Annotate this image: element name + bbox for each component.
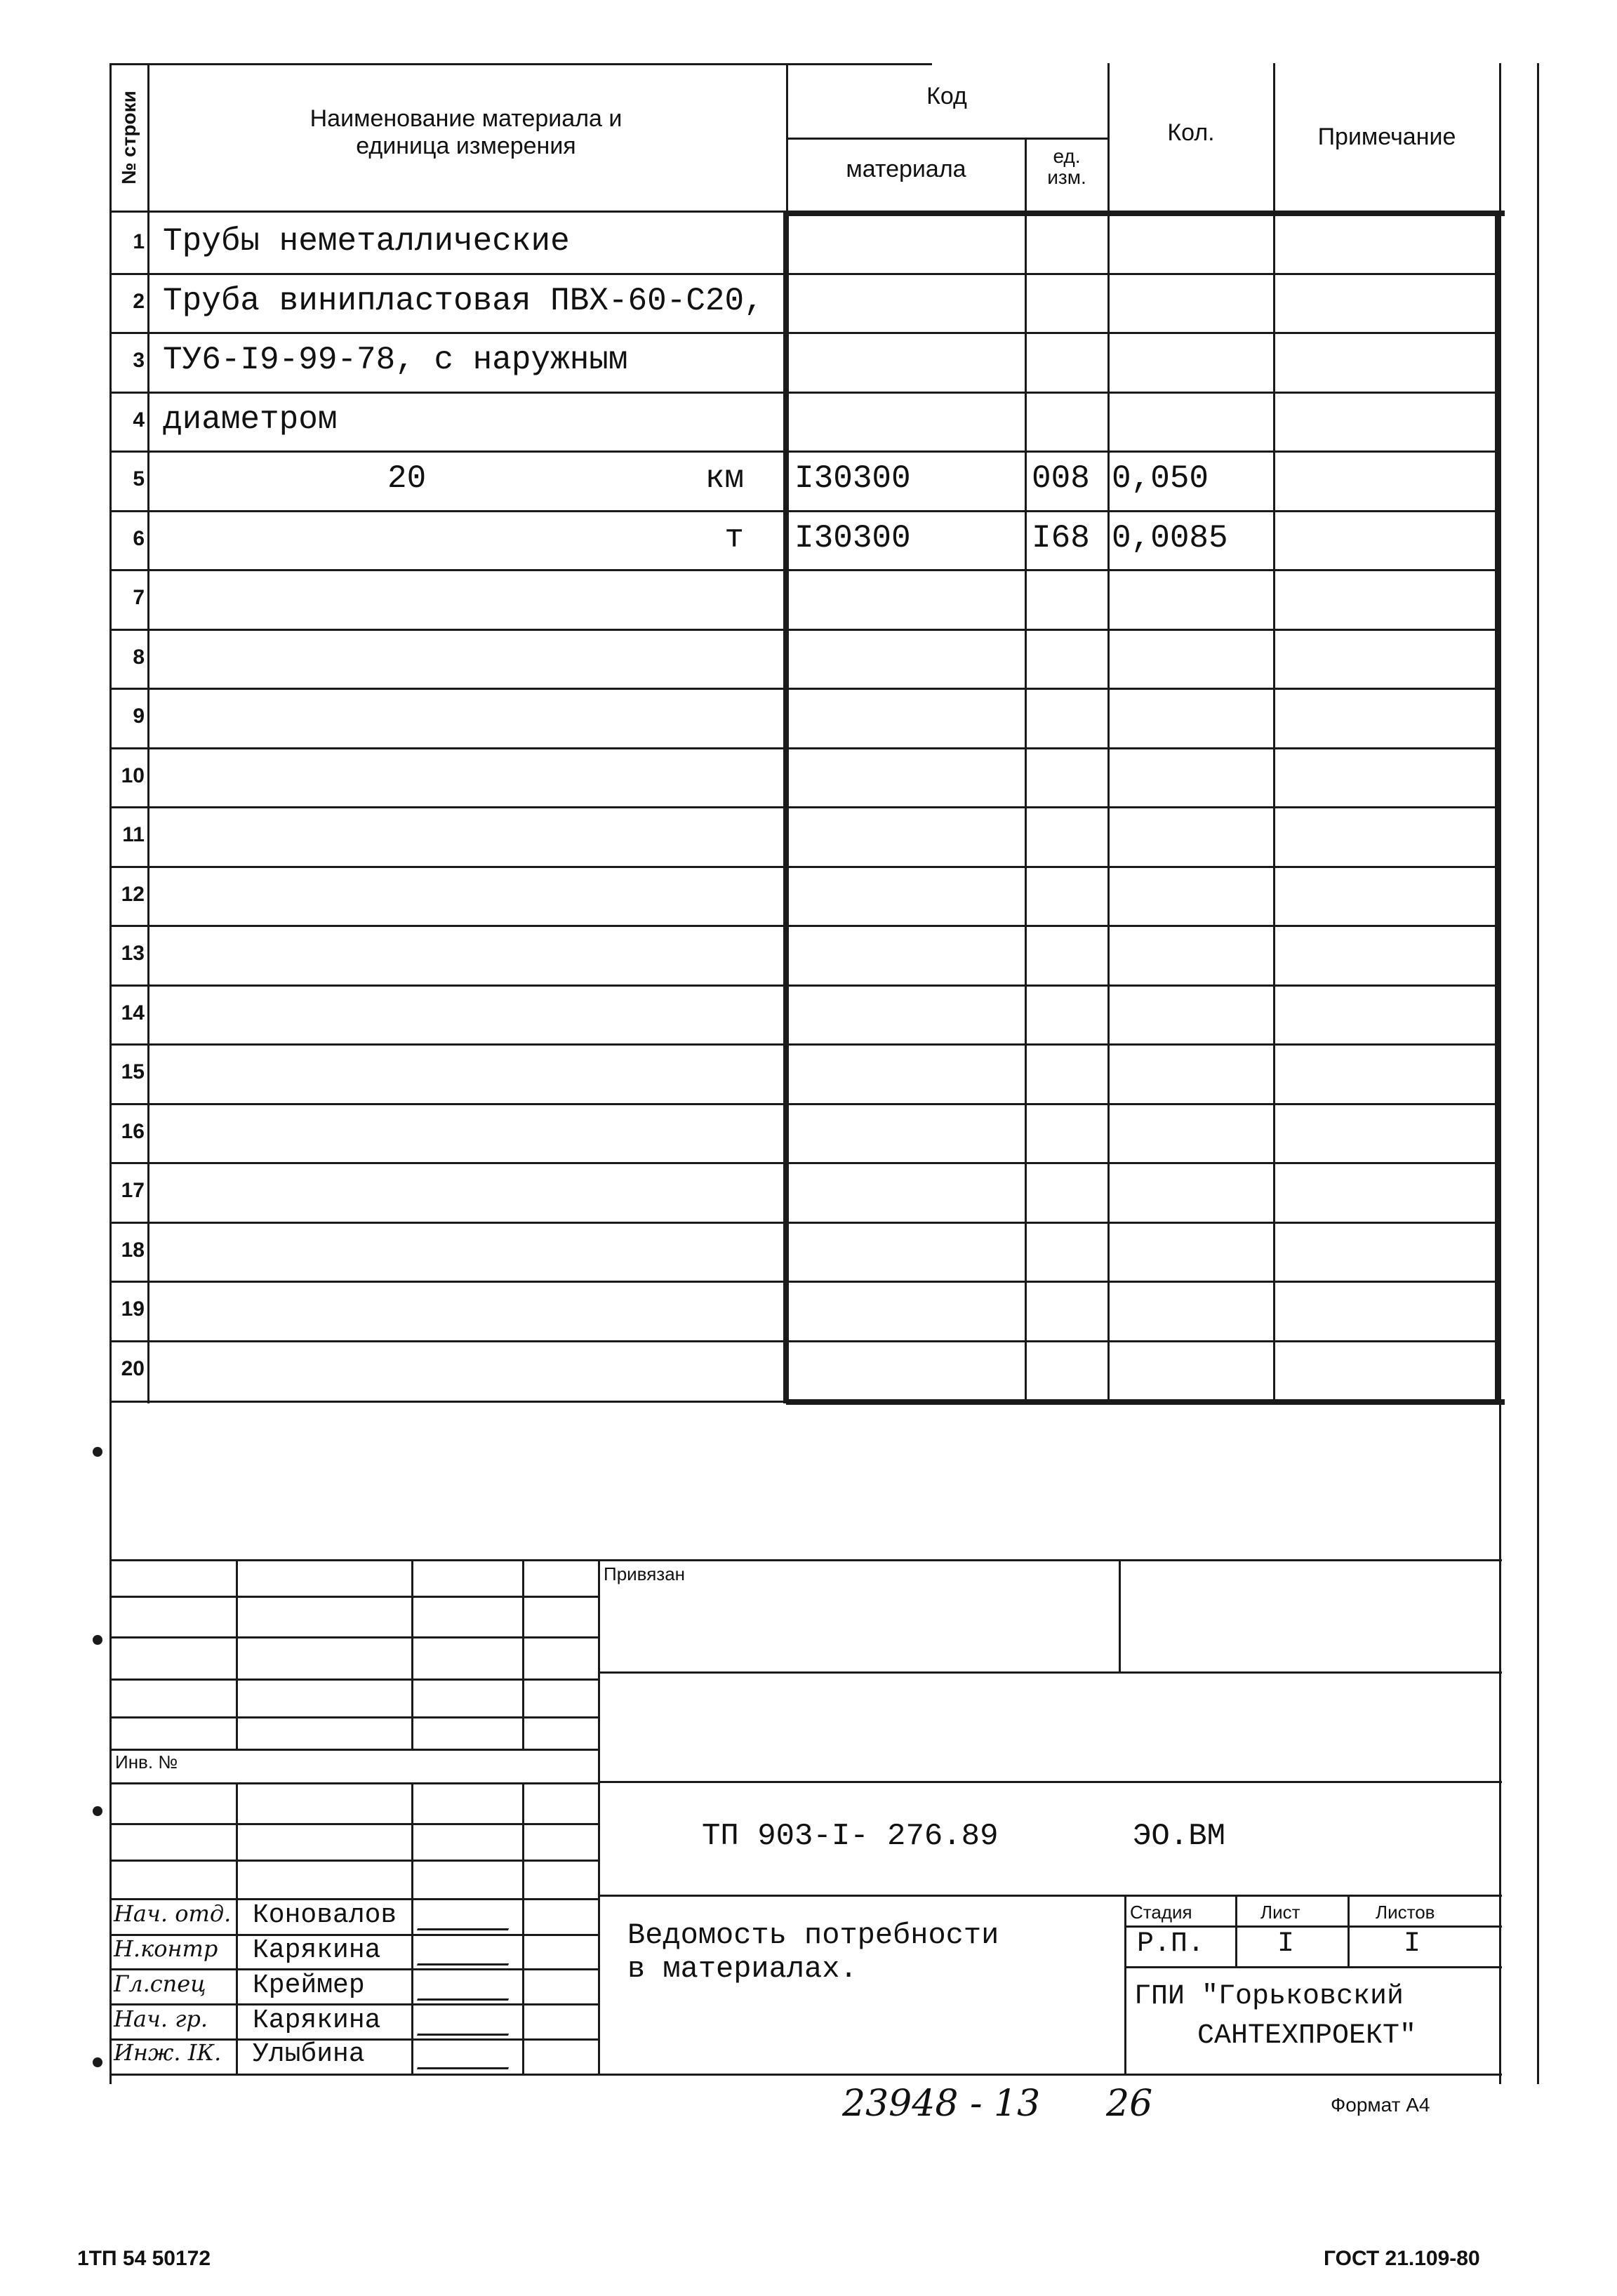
binding-hole: [93, 1635, 102, 1645]
signature-icon: [417, 1942, 517, 1965]
header-top-line: [111, 63, 932, 65]
row-number: 11: [122, 823, 145, 846]
row-number: 8: [133, 645, 145, 669]
sheet-label: Лист: [1260, 1902, 1300, 1923]
tb-main-divider: [598, 1559, 600, 2074]
tb-left-v3-top: [522, 1559, 524, 1749]
binding-hole: [93, 1806, 102, 1816]
row-number: 19: [121, 1297, 145, 1321]
qty-column-line: [1273, 63, 1275, 1403]
binding-hole: [93, 2057, 102, 2067]
signer-role: Н.контр: [114, 1935, 218, 1962]
unit-code-column-line: [1107, 63, 1110, 1403]
handwritten-number: 23948 - 13: [842, 2083, 1041, 2125]
row-number: 14: [121, 1001, 145, 1024]
body-top-line: [109, 211, 786, 213]
signer-role: Нач. отд.: [114, 1900, 232, 1927]
signature-icon: [417, 2046, 517, 2069]
row-number: 1: [133, 230, 145, 253]
document-suffix: ЭО.ВМ: [1133, 1819, 1226, 1854]
body-bottom-line: [109, 1401, 786, 1403]
unit-code: 008: [1032, 460, 1090, 497]
quantity-header: Кол.: [1167, 119, 1215, 146]
document-code: ТП 903-I- 276.89: [702, 1819, 999, 1854]
row-number: 2: [133, 289, 145, 313]
sheet-value: I: [1277, 1928, 1295, 1960]
stage-value: Р.П.: [1137, 1928, 1205, 1960]
material-name: 20: [387, 460, 427, 497]
right-footer-code: ГОСТ 21.109-80: [1324, 2247, 1480, 2270]
note-header: Примечание: [1317, 124, 1456, 150]
signer-role: Нач. гр.: [114, 2005, 208, 2032]
signer-name: Креймер: [253, 1970, 365, 2001]
tb-left-v3-bottom: [522, 1782, 524, 2074]
page-right-edge: [1537, 63, 1539, 2084]
organization-name: ГПИ "Горьковский САНТЕХПРОЕКТ": [1134, 1981, 1417, 2052]
material-name: Трубы неметаллические: [163, 223, 570, 260]
unit-code: I68: [1032, 519, 1090, 556]
row-number: 18: [121, 1238, 145, 1262]
binding-hole: [93, 1447, 102, 1457]
row-number: 7: [133, 586, 145, 609]
signer-role: Инж. IК.: [114, 2039, 222, 2066]
row-number-header: № строки: [118, 91, 140, 185]
name-column-header: Наименование материала и единица измерения: [310, 105, 623, 159]
unit-label: км: [705, 460, 744, 497]
privyazan-label: Привязан: [604, 1563, 686, 1584]
signature-icon: [417, 1977, 517, 2001]
material-code: I30300: [794, 460, 911, 497]
format-label: Формат А4: [1331, 2094, 1430, 2116]
quantity: 0,0085: [1112, 519, 1228, 556]
code-subheader-line: [786, 138, 1109, 140]
quantity: 0,050: [1112, 460, 1209, 497]
left-footer-code: 1ТП 54 50172: [77, 2247, 211, 2270]
row-number: 9: [133, 705, 145, 728]
signer-name: Карякина: [253, 2005, 381, 2036]
row-number: 13: [121, 942, 145, 965]
signer-name: Коновалов: [253, 1900, 397, 1930]
material-name: Труба винипластовая ПВХ-60-С20,: [163, 282, 764, 319]
row-number: 16: [121, 1119, 145, 1143]
signer-name: Улыбина: [253, 2039, 365, 2069]
rownum-column-line: [147, 63, 149, 1403]
row-number: 10: [121, 763, 145, 787]
handwritten-page: 26: [1106, 2083, 1153, 2125]
tb-left-v2-top: [411, 1559, 413, 1749]
body-bottom-thick-line: [786, 1399, 1505, 1405]
material-code: I30300: [794, 519, 911, 556]
document-title: Ведомость потребности в материалах.: [627, 1918, 999, 1986]
sheets-label: Листов: [1376, 1902, 1435, 1923]
material-code-column-line: [1025, 138, 1027, 1403]
body-top-thick-line: [786, 211, 1505, 216]
unit-label: т: [724, 519, 744, 556]
row-number: 4: [133, 408, 145, 432]
title-block-top: [109, 1559, 1502, 1561]
inventory-number-label: Инв. №: [115, 1751, 178, 1773]
row-number: 17: [121, 1179, 145, 1202]
tb-left-v1-bottom: [236, 1782, 238, 2074]
signature-icon: [417, 2013, 517, 2036]
material-name: диаметром: [163, 401, 338, 438]
row-number: 3: [133, 349, 145, 372]
tb-left-v2-bottom: [411, 1782, 413, 2074]
row-number: 6: [133, 526, 145, 550]
stage-label: Стадия: [1130, 1902, 1192, 1923]
code-group-header: Код: [926, 83, 967, 109]
signer-role: Гл.спец: [114, 1970, 206, 1997]
material-name: ТУ6-I9-99-78, с наружным: [163, 342, 628, 378]
row-number: 20: [121, 1356, 145, 1380]
signature-icon: [417, 1907, 517, 1930]
title-block-bottom: [109, 2074, 1502, 2076]
row-number: 5: [133, 467, 145, 490]
tb-left-v1-top: [236, 1559, 238, 1749]
row-number: 12: [121, 882, 145, 906]
unit-code-header: ед. изм.: [1047, 145, 1086, 188]
signer-name: Карякина: [253, 1935, 381, 1965]
row-number: 15: [121, 1060, 145, 1083]
sheets-value: I: [1404, 1928, 1421, 1960]
material-code-header: материала: [846, 156, 966, 182]
